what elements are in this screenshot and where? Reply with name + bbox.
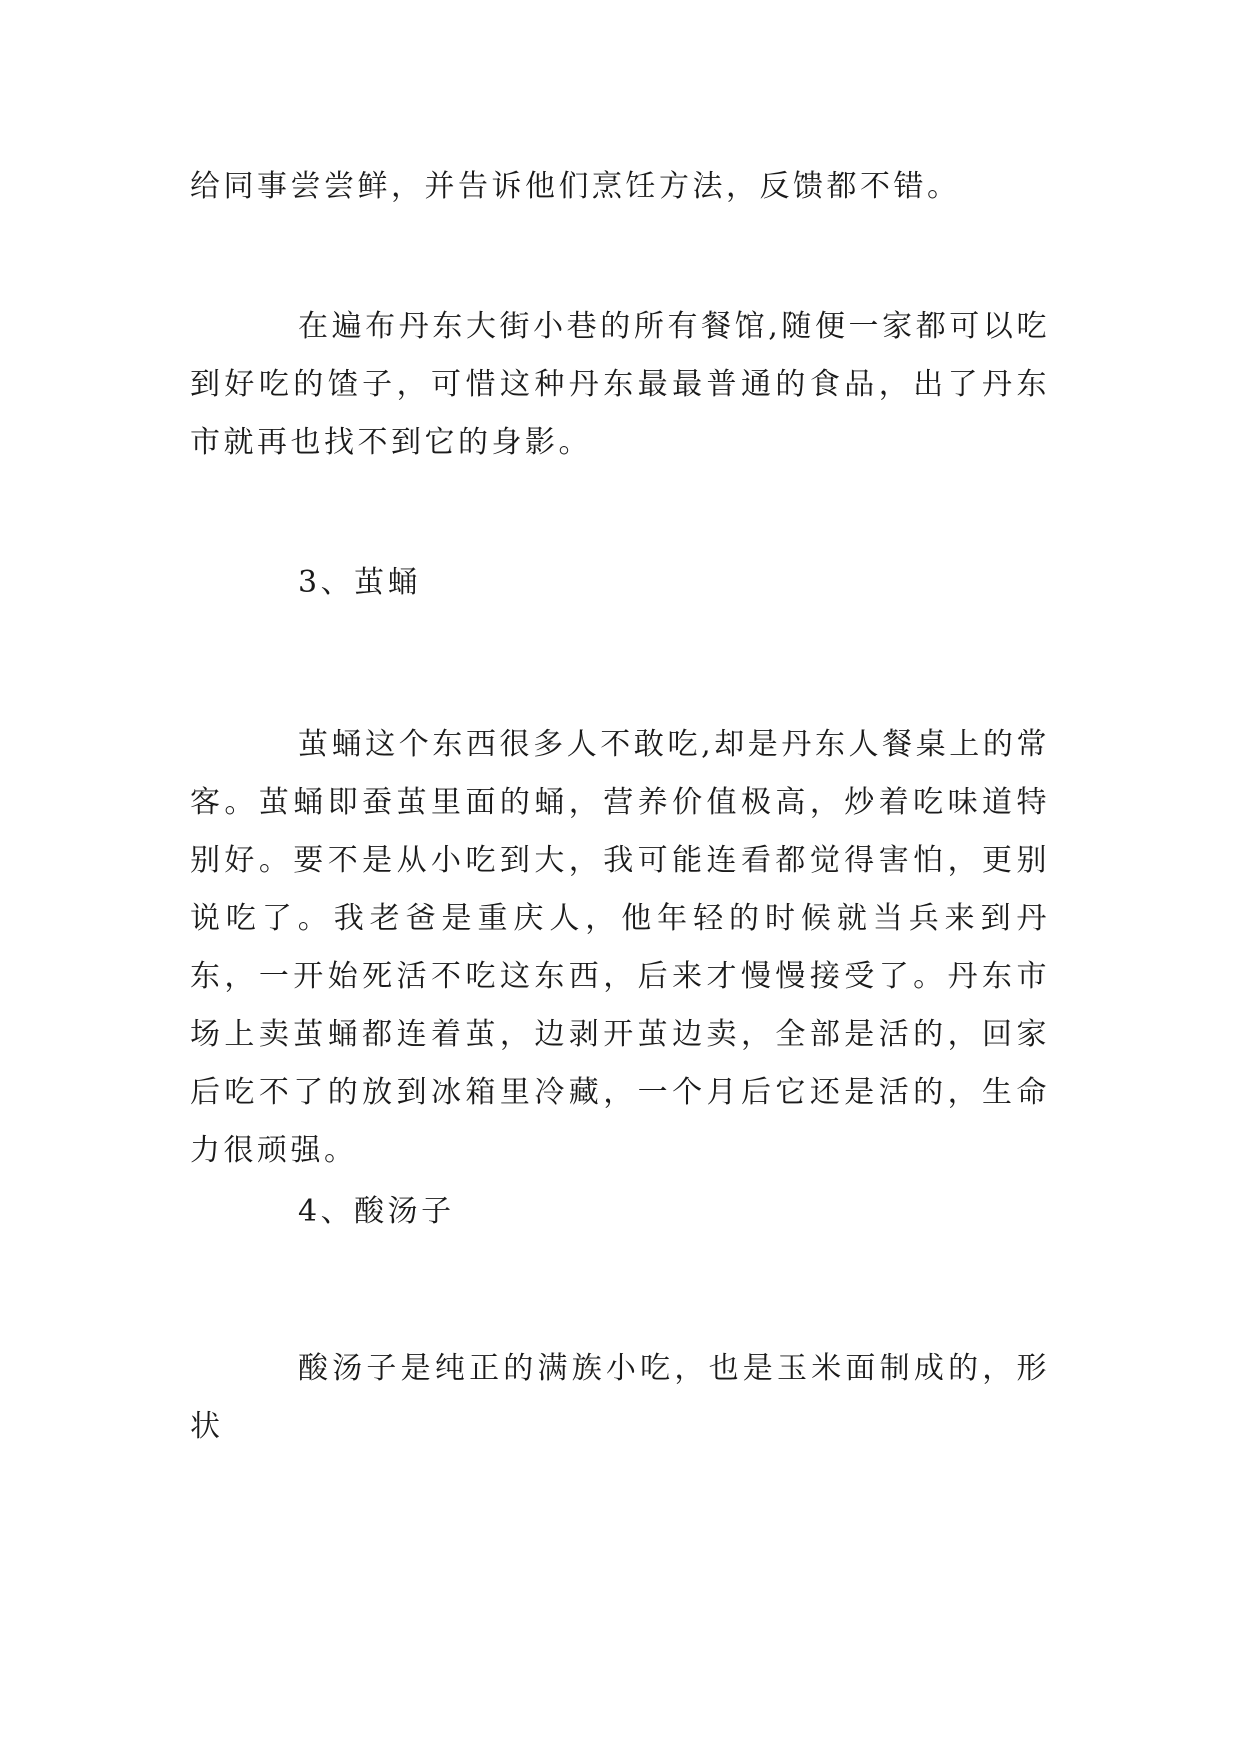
paragraph-continuation: 给同事尝尝鲜，并告诉他们烹饪方法，反馈都不错。 [190,169,961,204]
section-heading-3: 3、茧蛹 [298,565,422,600]
paragraph-suantangzi: 酸汤子是纯正的满族小吃，也是玉米面制成的，形状 [190,1351,1050,1444]
section-heading-4: 4、酸汤子 [298,1194,455,1229]
paragraph-jianyong: 茧蛹这个东西很多人不敢吃,却是丹东人餐桌上的常客。茧蛹即蚕茧里面的蛹，营养价值极高，炒着吃味道特别好。要不是从小吃到大，我可能连看都觉得害怕，更别说吃了。我老爸是重庆人，他年轻的时候就当兵来到丹东，一开始死活不吃这东西，后来才慢慢接受了。丹东市场上卖茧蛹都连着茧，边剥开茧边卖，全部是活的，回家后吃不了的放到冰箱里冷藏，一个月后它还是活的，生命力很顽强。 [190,727,1050,1168]
paragraph-zhazi: 在遍布丹东大街小巷的所有餐馆,随便一家都可以吃到好吃的馇子，可惜这种丹东最最普通的食品，出了丹东市就再也找不到它的身影。 [190,309,1050,460]
